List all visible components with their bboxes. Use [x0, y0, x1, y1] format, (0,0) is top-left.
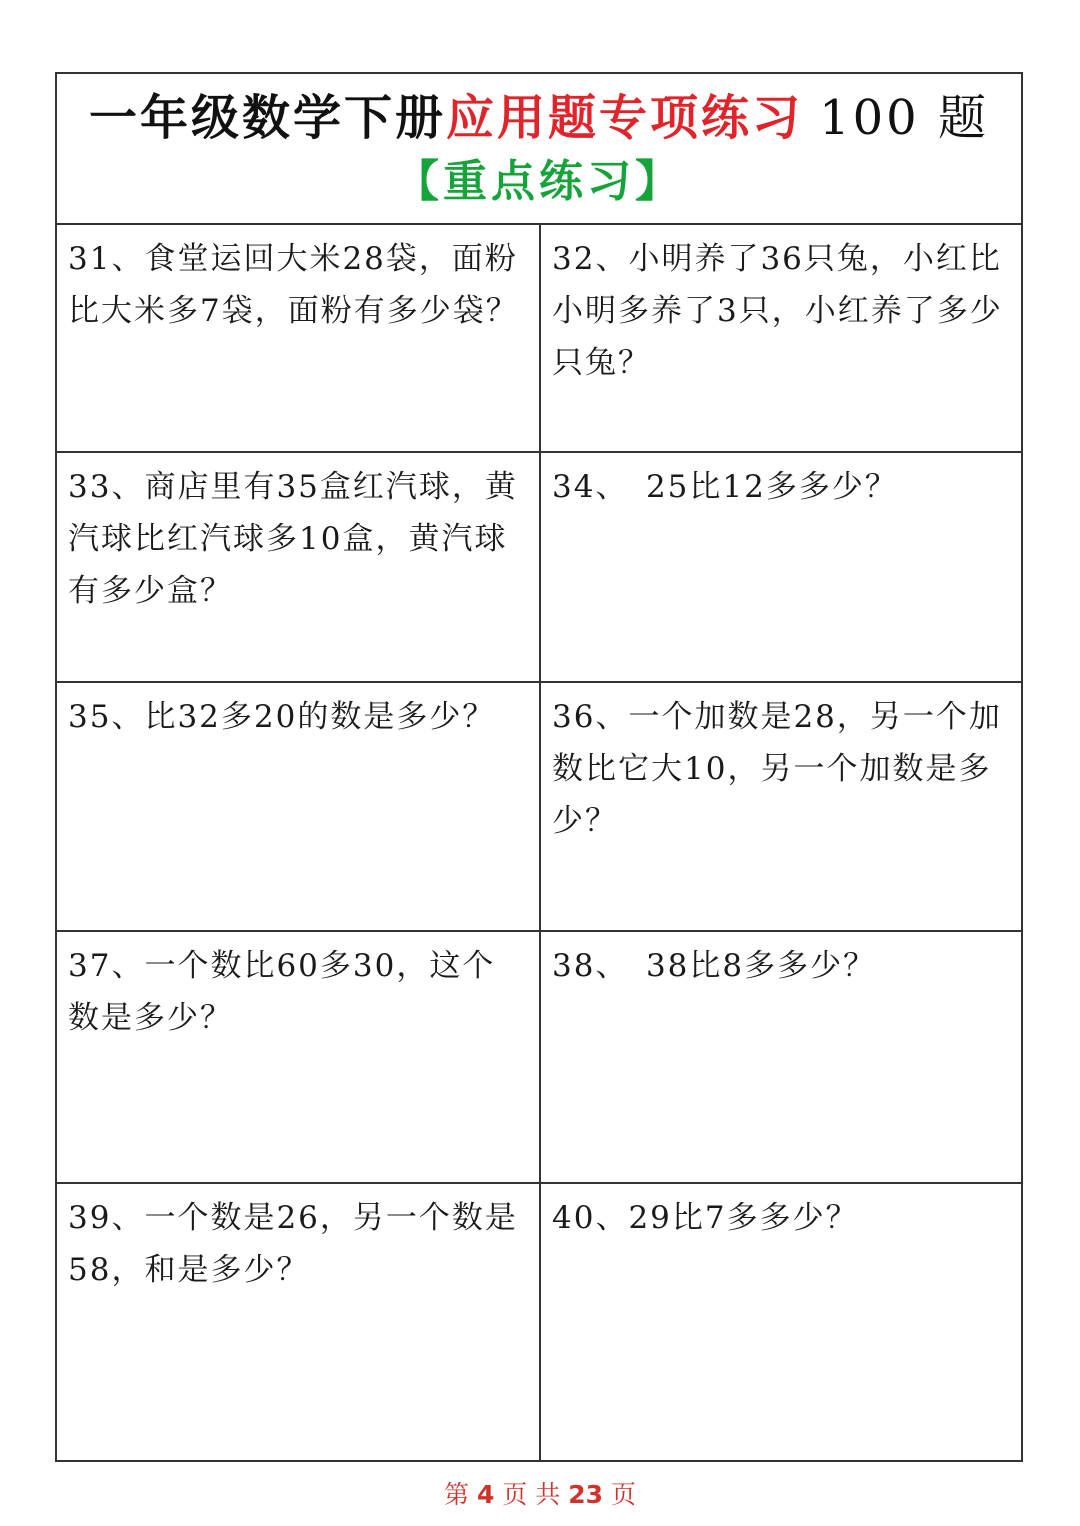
problem-34: 34、 25比12多多少？ — [541, 453, 1021, 683]
problem-36: 36、一个加数是28，另一个加数比它大10，另一个加数是多少？ — [541, 683, 1021, 932]
footer-total-pages: 23 — [568, 1480, 604, 1509]
title-grade: 一年级数学下册 — [89, 90, 447, 146]
title-topic: 应用题专项练习 — [446, 90, 804, 146]
problem-38: 38、 38比8多多少？ — [541, 932, 1021, 1184]
footer-page-number: 4 — [476, 1480, 495, 1509]
problem-32: 32、小明养了36只兔，小红比小明多养了3只，小红养了多少只兔？ — [541, 225, 1021, 453]
page-footer — [0, 1477, 1080, 1513]
header — [57, 74, 1021, 225]
page-title — [57, 74, 1021, 148]
footer-prefix: 第 — [444, 1480, 470, 1509]
problem-33: 33、商店里有35盒红汽球，黄汽球比红汽球多10盒，黄汽球有多少盒？ — [57, 453, 541, 683]
problem-40: 40、29比7多多少？ — [552, 1200, 859, 1236]
problem-35: 35、比32多20的数是多少？ — [57, 683, 541, 932]
problem-31: 31、食堂运回大米28袋，面粉比大米多7袋，面粉有多少袋？ — [57, 225, 541, 453]
worksheet — [55, 72, 1023, 1462]
footer-middle: 页 共 — [502, 1480, 561, 1509]
problem-39: 39、一个数是26，另一个数是58，和是多少？ — [57, 1184, 541, 1460]
problem-grid — [57, 225, 1021, 1460]
title-count: 100 题 — [819, 90, 989, 146]
footer-suffix: 页 — [610, 1480, 636, 1509]
subtitle: 【重点练习】 — [395, 156, 683, 207]
problem-37: 37、一个数比60多30，这个数是多少？ — [57, 932, 541, 1184]
